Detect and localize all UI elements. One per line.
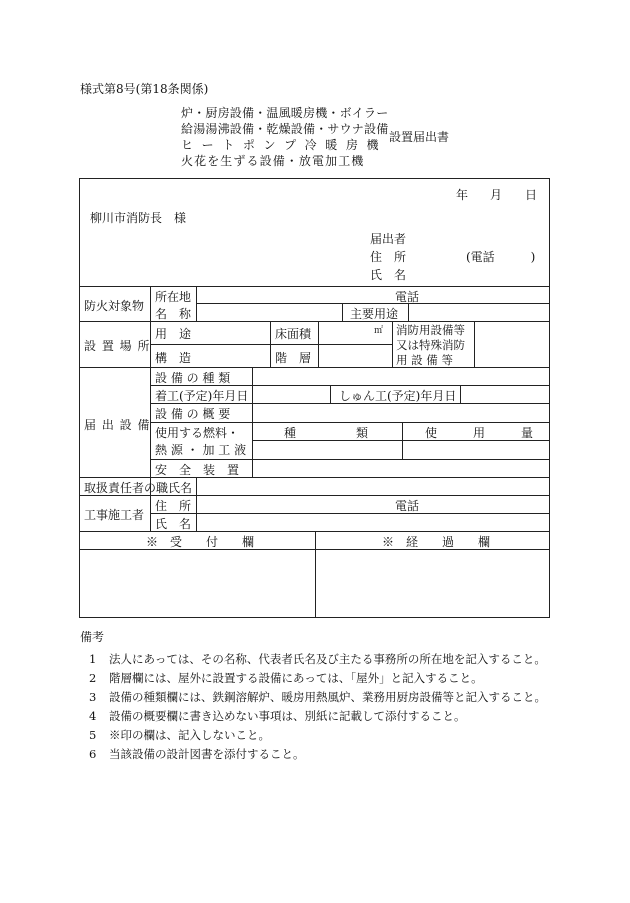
equipment-type-label: 設 備 の 種 類 — [155, 371, 231, 385]
usage-label: 用 途 — [155, 327, 192, 341]
notes-title: 備考 — [80, 630, 105, 644]
contractor-label: 工事施工者 — [84, 508, 145, 522]
usage-amount-header: 使 用 量 — [425, 426, 534, 440]
col-divider — [196, 286, 197, 321]
addressee: 柳川市消防長 様 — [90, 211, 187, 225]
note-item: 6 当該設備の設計図書を添付すること。 — [89, 747, 305, 761]
col-divider — [318, 321, 319, 367]
kind-header: 種 類 — [284, 426, 369, 440]
row-divider — [150, 422, 550, 423]
form-number: 様式第8号(第18条関係) — [80, 82, 209, 96]
safety-device-label: 安 全 装 置 — [155, 463, 240, 477]
title-suffix: 設置届出書 — [389, 130, 450, 144]
install-place-label: 設 置 場 所 — [84, 339, 151, 353]
fire-equipment-label-3: 用 設 備 等 — [396, 353, 453, 367]
applicant-name-label: 氏 名 — [370, 268, 407, 282]
col-divider — [330, 385, 331, 403]
title-line-4: 火花を生ずる設備・放電加工機 — [181, 154, 365, 168]
col-divider — [196, 477, 197, 495]
note-item: 2 階層欄には、屋外に設置する設備にあっては、「屋外」と記入すること。 — [89, 671, 483, 685]
applicant-phone-label: (電話 ) — [466, 250, 536, 264]
col-divider — [402, 422, 403, 459]
structure-label: 構 造 — [155, 351, 192, 365]
floor-area-label: 床面積 — [275, 327, 312, 341]
col-divider — [315, 531, 316, 618]
location-phone-label: 電話 — [395, 290, 420, 304]
col-divider — [270, 321, 271, 367]
applicant-address-label: 住 所 — [370, 250, 407, 264]
manager-label: 取扱責任者の職氏名 — [84, 481, 193, 495]
row-divider — [150, 344, 392, 345]
main-use-label: 主要用途 — [350, 307, 399, 321]
row-divider — [150, 513, 550, 514]
fuel-label-2: 熱 源 ・ 加 工 液 — [155, 443, 247, 457]
title-line-3: ヒ ー ト ポ ン プ 冷 暖 房 機 — [181, 138, 381, 152]
fire-equipment-label-1: 消防用設備等 — [396, 323, 465, 337]
title-line-2: 給湯湯沸設備・乾燥設備・サウナ設備 — [181, 122, 389, 136]
start-date-label: 着工(予定)年月日 — [155, 389, 249, 403]
contractor-phone-label: 電話 — [395, 499, 420, 513]
contractor-address-label: 住 所 — [155, 499, 192, 513]
title-line-1: 炉・厨房設備・温風暖房機・ボイラー — [181, 106, 389, 120]
floor-label: 階 層 — [275, 351, 312, 365]
applicant-label: 届出者 — [370, 232, 407, 246]
reception-header: ※ 受 付 欄 — [146, 535, 255, 549]
col-divider — [408, 303, 409, 321]
row-divider — [196, 303, 550, 304]
fire-target-label: 防火対象物 — [84, 299, 145, 313]
note-item: 5 ※印の欄は、記入しないこと。 — [89, 728, 270, 742]
row-divider — [150, 459, 550, 460]
col-divider — [474, 321, 475, 367]
fire-equipment-label-2: 又は特殊消防 — [396, 338, 465, 352]
note-item: 3 設備の種類欄には、鉄鋼溶解炉、暖房用熱風炉、業務用厨房設備等と記入すること。 — [89, 690, 546, 704]
note-item: 1 法人にあっては、その名称、代表者氏名及び主たる事務所の所在地を記入すること。 — [89, 652, 546, 666]
completion-date-label: しゅん工(予定)年月日 — [339, 389, 457, 403]
col-divider — [460, 385, 461, 403]
progress-header: ※ 経 過 欄 — [382, 535, 491, 549]
reported-equipment-label: 届 出 設 備 — [84, 418, 151, 432]
equipment-outline-label: 設 備 の 概 要 — [155, 407, 231, 421]
contractor-name-label: 氏 名 — [155, 517, 192, 531]
col-divider — [196, 495, 197, 531]
date-day: 日 — [525, 188, 538, 202]
building-name-label: 名 称 — [155, 307, 192, 321]
location-label: 所在地 — [155, 290, 192, 304]
fuel-label-1: 使用する燃料・ — [155, 426, 240, 440]
sqm-unit: ㎡ — [374, 326, 384, 336]
col-divider — [392, 321, 393, 367]
col-divider — [252, 367, 253, 477]
note-item: 4 設備の概要欄に書き込めない事項は、別紙に記載して添付すること。 — [89, 709, 466, 723]
date-month: 月 — [490, 188, 503, 202]
col-divider — [342, 303, 343, 321]
date-year: 年 — [456, 188, 469, 202]
